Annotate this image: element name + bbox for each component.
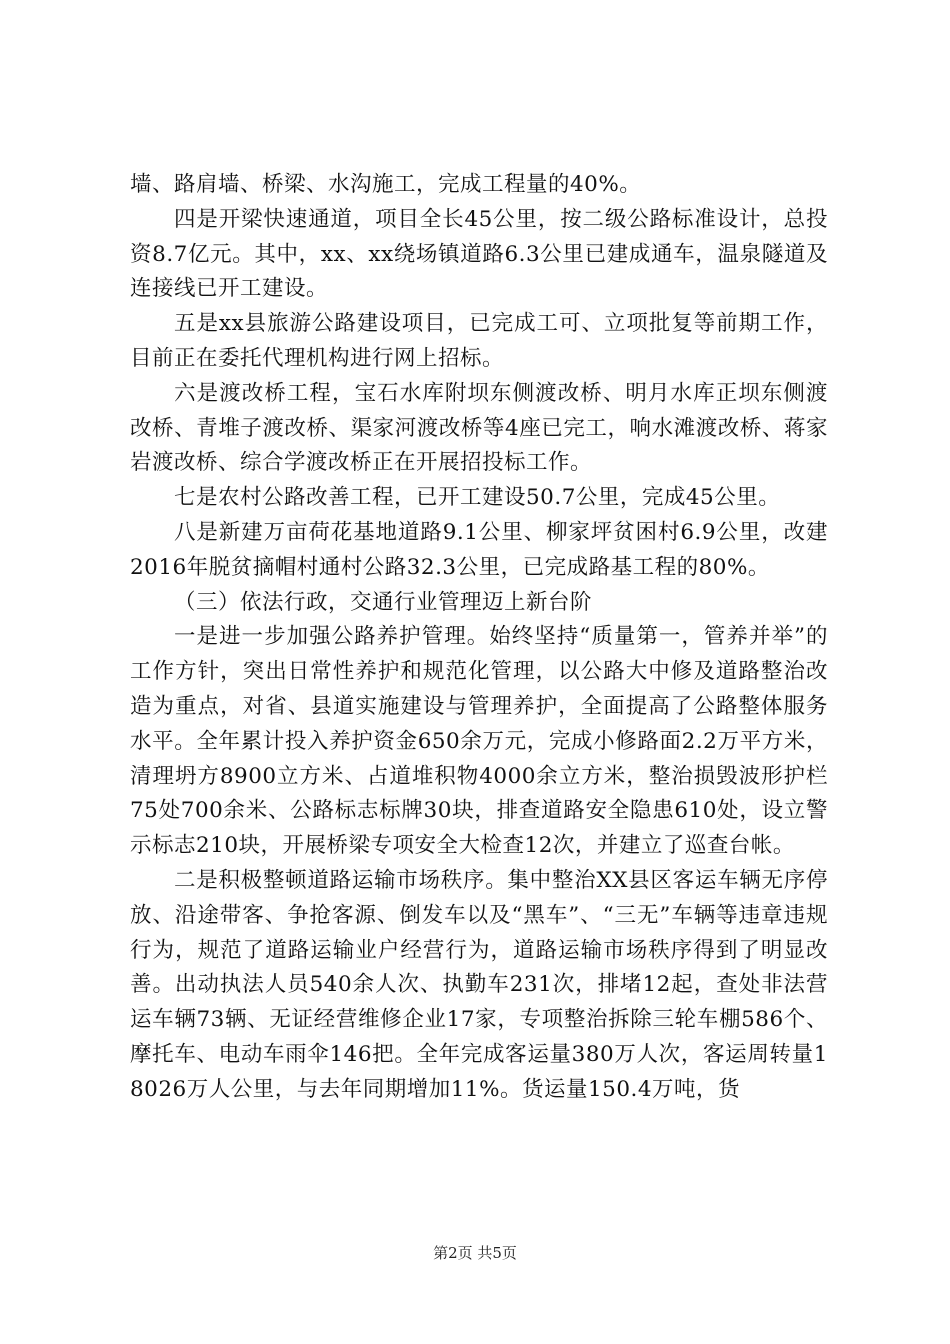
paragraph-8: 一是进一步加强公路养护管理。始终坚持“质量第一，管养并举”的工作方针，突出日常性养护和规范化管理，以公路大中修及道路整治改造为重点，对省、县道实施建设与管理养护，全面提高了公路整体服务水平。全年累计投入养护资金650余万元，完成小修路面2.2万平方米，清理坍方8900立方米、占道堆积物4000余立方米，整治损毁波形护栏75处700余米、公路标志标牌30块，排查道路安全隐患610处，设立警示标志210块，开展桥梁专项安全大检查12次，并建立了巡查台帐。 [130, 624, 828, 859]
paragraph-6: 八是新建万亩荷花基地道路9.1公里、柳家坪贫困村6.9公里，改建2016年脱贫摘帽村通村公路32.3公里，已完成路基工程的80%。 [130, 519, 828, 580]
paragraph-3: 五是xx县旅游公路建设项目，已完成工可、立项批复等前期工作，目前正在委托代理机构进行网上招标。 [130, 311, 828, 371]
page-number-footer: 第2页 共5页 [433, 1244, 517, 1262]
paragraph-9: 二是积极整顿道路运输市场秩序。集中整治XX县区客运车辆无序停放、沿途带客、争抢客源、倒发车以及“黑车”、“三无”车辆等违章违规行为，规范了道路运输业户经营行为，道路运输市场秩序得到了明显改善。出动执法人员540余人次、执勤车231次，排堵12起，查处非法营运车辆73辆、无证经营维修企业17家，专项整治拆除三轮车棚586个、摩托车、电动车雨伞146把。全年完成客运量380万人次，客运周转量18026万人公里，与去年同期增加11%。货运量150.4万吨，货 [130, 867, 828, 1102]
document-body [130, 168, 828, 1108]
paragraph-4: 六是渡改桥工程，宝石水库附坝东侧渡改桥、明月水库正坝东侧渡改桥、青堆子渡改桥、渠家河渡改桥等4座已完工，响水滩渡改桥、蒋家岩渡改桥、综合学渡改桥正在开展招投标工作。 [130, 380, 828, 476]
section-heading: （三）依法行政，交通行业管理迈上新台阶 [174, 589, 593, 615]
paragraph-5: 七是农村公路改善工程，已开工建设50.7公里，完成45公里。 [174, 485, 781, 511]
paragraph-2: 四是开梁快速通道，项目全长45公里，按二级公路标准设计，总投资8.7亿元。其中，xx、xx绕场镇道路6.3公里已建成通车，温泉隧道及连接线已开工建设。 [130, 206, 828, 302]
paragraph-1: 墙、路肩墙、桥梁、水沟施工，完成工程量的40%。 [130, 172, 642, 197]
